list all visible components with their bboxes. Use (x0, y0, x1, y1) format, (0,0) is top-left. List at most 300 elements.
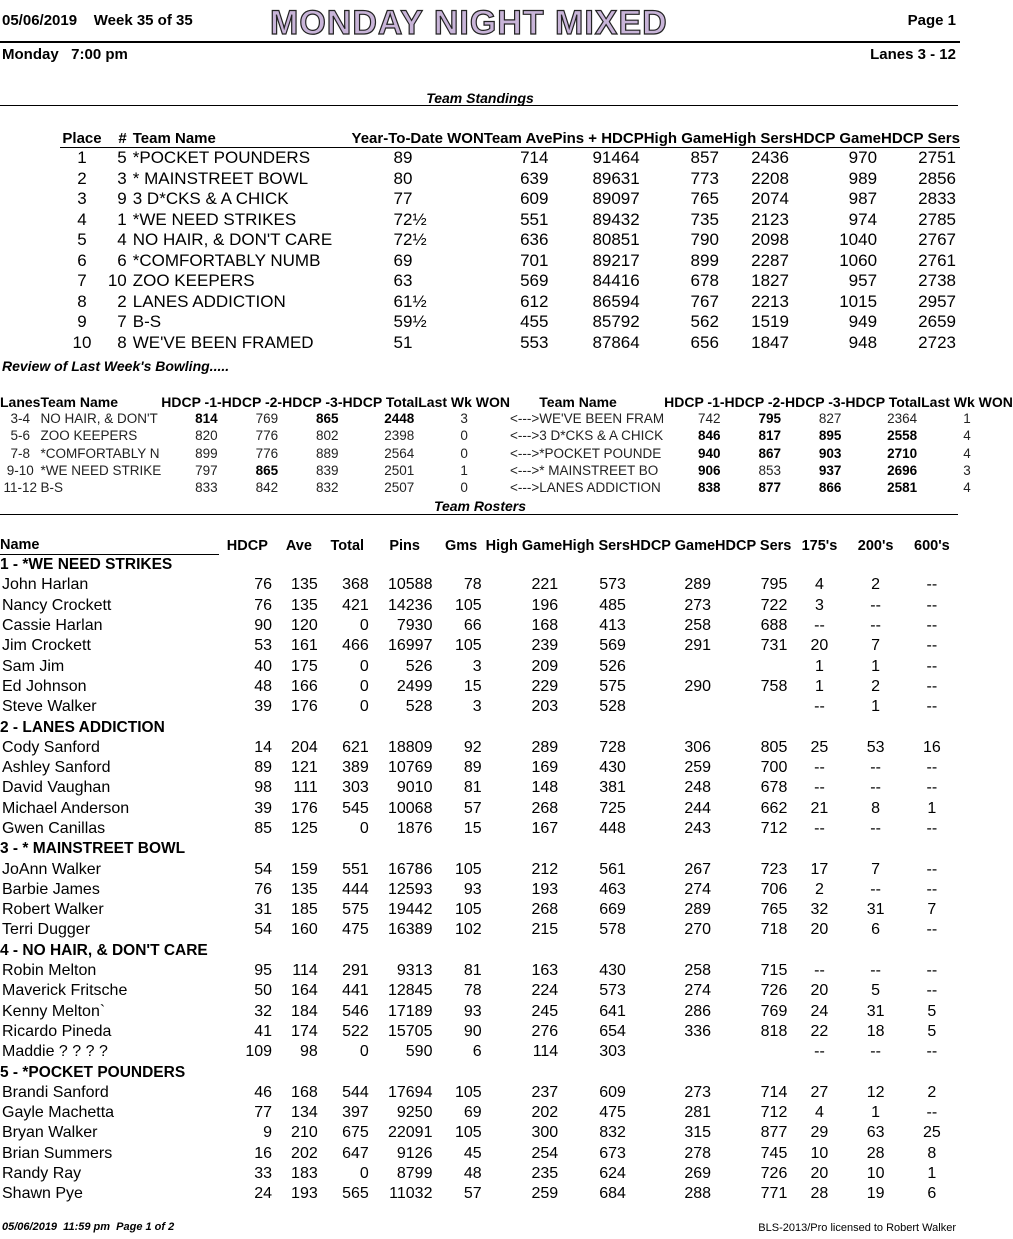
player-stat: 175 (291, 657, 318, 675)
player-stat: 185 (291, 901, 318, 919)
game-score: 2558 (887, 428, 918, 444)
player-stat: 273 (684, 1083, 712, 1101)
player-stat: 19 (866, 1185, 885, 1203)
lane-pair: 7-8 (10, 445, 30, 461)
player-row (0, 596, 960, 616)
standings-cell: 7 (77, 271, 87, 291)
player-stat: 565 (342, 1185, 369, 1203)
player-stat: 463 (599, 880, 626, 898)
player-stat: 221 (531, 576, 559, 594)
game-score: 853 (758, 463, 781, 479)
review-row (0, 462, 1013, 479)
standings-cell: 84416 (592, 271, 640, 291)
standings-row (60, 148, 960, 169)
player-stat: -- (926, 921, 938, 939)
team-name: ZOO KEEPERS (40, 428, 138, 444)
player-stat: 125 (291, 820, 318, 837)
standings-cell: 970 (848, 148, 878, 168)
player-name: Ashley Sanford (2, 759, 111, 777)
standings-cell: 957 (848, 271, 878, 291)
player-stat: 204 (291, 738, 318, 756)
player-stat: 1 (927, 799, 937, 817)
player-stat: 5 (871, 982, 881, 1000)
player-stat: 561 (599, 860, 626, 878)
player-stat: 114 (532, 1043, 559, 1061)
player-stat: 10588 (387, 576, 433, 594)
standings-header-cell: Pins + HDCP (552, 111, 643, 148)
standings-cell: 1847 (751, 332, 789, 352)
player-name: Robert Walker (2, 901, 104, 919)
player-stat: 212 (531, 860, 559, 878)
team-name: WE'VE BEEN FRAM (539, 411, 665, 427)
player-stat: 286 (684, 1002, 712, 1020)
player-stat: 14 (254, 738, 273, 756)
player-stat: 725 (599, 799, 626, 817)
player-stat: 90 (254, 617, 273, 635)
player-stat: -- (870, 820, 881, 837)
game-score: 866 (818, 480, 842, 496)
player-stat: 276 (531, 1022, 559, 1040)
player-stat: 528 (405, 698, 433, 716)
player-stat: 1 (814, 657, 824, 675)
player-stat: 528 (599, 698, 626, 716)
player-stat: 728 (599, 738, 626, 756)
player-stat: -- (870, 596, 881, 614)
player-stat: 647 (342, 1144, 369, 1162)
player-stat: 92 (463, 738, 482, 756)
player-name: Gwen Canillas (2, 820, 106, 837)
player-row (0, 1083, 960, 1103)
player-stat: 3 (472, 698, 482, 716)
player-stat: 215 (531, 921, 559, 939)
won-count: 0 (460, 480, 468, 496)
player-stat: 193 (531, 880, 559, 898)
won-count: 1 (460, 463, 468, 479)
player-stat: 32 (254, 1002, 273, 1020)
standings-header-cell: Place (60, 111, 104, 148)
standings-cell: 2738 (918, 271, 956, 291)
standings-cell: 86594 (592, 291, 640, 311)
team-name: *POCKET POUNDE (539, 445, 662, 461)
player-stat: 159 (291, 860, 318, 878)
team-name: * MAINSTREET BO (539, 463, 659, 479)
player-stat: 430 (599, 962, 626, 980)
player-stat: 20 (810, 982, 829, 1000)
player-stat: 54 (254, 860, 273, 878)
game-score: 833 (195, 480, 218, 496)
player-stat: 22091 (387, 1124, 433, 1142)
review-header-cell (510, 376, 539, 410)
player-stat: 16997 (387, 637, 433, 655)
day-time: Monday 7:00 pm (2, 46, 128, 63)
player-stat: 269 (684, 1165, 712, 1183)
player-stat: -- (814, 1043, 825, 1061)
player-name: Kenny Melton` (2, 1002, 106, 1020)
standings-cell: 455 (520, 312, 549, 332)
standings-header-cell: High Sers (723, 111, 793, 148)
standings-cell: 2 (117, 291, 127, 311)
player-stat: 8 (927, 1144, 937, 1162)
won-count: 0 (460, 445, 468, 461)
review-header-cell: HDCP -3- (282, 394, 343, 410)
player-stat: 641 (599, 1002, 626, 1020)
player-row (0, 1002, 960, 1022)
player-stat: 237 (531, 1083, 559, 1101)
player-stat: 303 (599, 1043, 626, 1061)
player-row (0, 636, 960, 656)
game-score: 2581 (887, 480, 918, 496)
player-stat: 609 (599, 1083, 626, 1101)
player-row (0, 961, 960, 981)
player-stat: 245 (531, 1002, 559, 1020)
player-row (0, 1022, 960, 1042)
game-score: 2501 (384, 463, 415, 479)
player-stat: 1876 (396, 820, 433, 837)
player-stat: 174 (291, 1022, 318, 1040)
game-score: 906 (698, 463, 721, 479)
player-stat: -- (926, 1043, 938, 1061)
player-name: Gayle Machetta (2, 1104, 115, 1122)
player-stat: 475 (599, 1104, 626, 1122)
player-stat: 673 (599, 1144, 626, 1162)
player-name: JoAnn Walker (2, 860, 101, 878)
player-stat (630, 697, 715, 717)
player-stat (715, 1042, 791, 1062)
standings-cell: 4 (117, 230, 127, 250)
player-stat: -- (926, 779, 938, 797)
player-stat: 2 (871, 576, 881, 594)
player-row (0, 1184, 960, 1204)
player-stat: 430 (599, 759, 626, 777)
versus-arrow: <---> (510, 480, 540, 496)
versus-arrow: <---> (510, 445, 540, 461)
player-stat: 111 (293, 779, 318, 797)
team-heading: 2 - LANES ADDICTION (0, 718, 165, 736)
standings-row (60, 312, 960, 333)
standings-cell: 6 (77, 250, 87, 270)
lane-pair: 3-4 (10, 411, 30, 427)
player-row (0, 1123, 960, 1143)
player-name: Steve Walker (2, 698, 97, 716)
player-stat: 573 (599, 982, 626, 1000)
player-stat: 270 (684, 921, 712, 939)
player-stat: 89 (463, 759, 482, 777)
player-stat: 718 (760, 921, 788, 939)
player-stat: 444 (342, 880, 369, 898)
game-score: 2364 (887, 411, 918, 427)
player-stat: 3 (814, 596, 824, 614)
game-score: 839 (315, 463, 339, 479)
standings-cell: 10 (72, 332, 92, 352)
won-count: 4 (963, 428, 971, 444)
game-score: 899 (195, 445, 218, 461)
player-stat: 381 (599, 779, 626, 797)
player-stat: 243 (684, 820, 712, 837)
player-stat: -- (814, 617, 825, 635)
standings-cell: 612 (520, 291, 549, 311)
player-row (0, 900, 960, 920)
game-score: 895 (818, 428, 842, 444)
player-stat: -- (870, 962, 881, 980)
standings-cell: 2957 (918, 291, 956, 311)
player-stat: 114 (292, 962, 318, 980)
standings-cell: 1827 (751, 271, 789, 291)
player-row (0, 575, 960, 595)
player-stat: 53 (866, 738, 885, 756)
player-stat: 135 (291, 880, 318, 898)
player-stat: 662 (760, 799, 788, 817)
standings-cell: 609 (520, 189, 549, 209)
player-stat: 166 (291, 677, 318, 695)
player-stat: 196 (531, 596, 559, 614)
standings-cell: 857 (690, 148, 719, 168)
team-heading-row (0, 941, 960, 961)
player-stat: 303 (342, 779, 369, 797)
team-name: * MAINSTREET BOWL (132, 168, 309, 188)
roster-header-cell: Name (0, 520, 219, 555)
player-stat: 1 (927, 1165, 937, 1183)
standings-cell: 636 (520, 230, 549, 250)
player-stat: 700 (760, 759, 788, 777)
standings-cell: 2833 (918, 189, 956, 209)
player-stat: -- (870, 880, 881, 898)
team-name: *POCKET POUNDERS (132, 148, 311, 168)
standings-cell: 2723 (918, 332, 956, 352)
player-stat: 723 (760, 860, 788, 878)
game-score: 877 (758, 480, 781, 496)
player-row (0, 738, 960, 758)
game-score: 769 (255, 411, 279, 427)
player-stat: 590 (405, 1043, 433, 1061)
player-stat: 254 (531, 1144, 559, 1162)
player-stat: -- (926, 698, 938, 716)
standings-cell: 63 (393, 271, 413, 291)
standings-cell: 1060 (839, 250, 878, 270)
player-stat: 288 (684, 1185, 712, 1203)
standings-cell: 899 (690, 250, 719, 270)
player-stat: 389 (342, 759, 369, 777)
player-stat: 134 (291, 1104, 318, 1122)
review-table (0, 376, 1013, 496)
roster-header-cell: HDCP Game (629, 537, 716, 554)
player-stat: 24 (810, 1002, 829, 1020)
player-stat: 413 (599, 617, 626, 635)
won-count: 1 (963, 411, 971, 427)
standings-cell: 553 (520, 332, 549, 352)
standings-cell: 1 (117, 209, 127, 229)
player-stat: 14236 (387, 596, 433, 614)
standings-cell: 2213 (751, 291, 789, 311)
player-name: Ed Johnson (2, 677, 87, 695)
player-stat: 53 (254, 637, 273, 655)
standings-cell: 569 (520, 271, 549, 291)
player-stat: 10 (866, 1165, 885, 1183)
team-heading-row (0, 717, 960, 737)
roster-header-cell: HDCP (226, 537, 268, 554)
player-stat: 193 (291, 1185, 318, 1203)
standings-cell: 2287 (751, 250, 789, 270)
standings-cell: 5 (117, 148, 127, 168)
player-row (0, 758, 960, 778)
player-stat: 31 (866, 901, 885, 919)
player-stat: 7930 (396, 617, 433, 635)
player-stat: 2 (814, 880, 824, 898)
standings-cell: 767 (690, 291, 719, 311)
game-score: 820 (195, 428, 218, 444)
standings-cell: 974 (848, 209, 878, 229)
player-stat: 105 (454, 596, 482, 614)
player-name: Ricardo Pineda (2, 1022, 112, 1040)
standings-cell: 3 (77, 189, 87, 209)
player-stat: 29 (810, 1124, 829, 1142)
game-score: 776 (255, 445, 279, 461)
player-stat: 726 (760, 982, 788, 1000)
player-stat: 202 (291, 1144, 318, 1162)
player-row (0, 799, 960, 819)
review-row (0, 427, 1013, 444)
player-row (0, 920, 960, 940)
game-score: 2507 (384, 480, 415, 496)
player-stat: 229 (531, 677, 559, 695)
player-stat: 274 (684, 880, 712, 898)
player-stat: 300 (531, 1124, 559, 1142)
won-count: 4 (963, 480, 971, 496)
player-stat: 0 (359, 617, 369, 635)
player-stat: 259 (684, 759, 712, 777)
player-stat: 281 (684, 1104, 712, 1122)
standings-cell: 89631 (592, 168, 640, 188)
game-score: 776 (255, 428, 279, 444)
player-stat: 654 (599, 1022, 626, 1040)
player-stat: -- (926, 880, 938, 898)
player-stat: 54 (254, 921, 273, 939)
player-stat: 24 (254, 1185, 273, 1203)
player-stat: 76 (254, 596, 273, 614)
player-stat: 176 (291, 799, 318, 817)
won-count: 4 (963, 445, 971, 461)
standings-header-cell: # (104, 111, 127, 148)
player-stat: 9 (263, 1124, 273, 1142)
player-stat: 50 (254, 982, 273, 1000)
player-stat: 89 (254, 759, 273, 777)
standings-row (60, 333, 960, 354)
player-stat: 32 (810, 901, 829, 919)
standings-cell: 80 (393, 168, 413, 188)
standings-cell: 2123 (751, 209, 789, 229)
player-stat: 57 (463, 1185, 482, 1203)
player-stat: 135 (291, 596, 318, 614)
player-stat: 268 (531, 799, 559, 817)
standings-cell: 91464 (592, 148, 640, 168)
standings-cell: 87864 (592, 332, 640, 352)
standings-cell: 1040 (839, 230, 878, 250)
roster-header-cell: 175's (801, 537, 838, 554)
roster-header-cell: Pins (389, 537, 420, 554)
standings-cell: 2751 (918, 148, 956, 168)
player-stat: 290 (684, 677, 712, 695)
footer-license: BLS-2013/Pro licensed to Robert Walker (758, 1222, 956, 1234)
player-stat: 77 (254, 1104, 273, 1122)
lane-pair: 9-10 (6, 463, 34, 479)
player-row (0, 1164, 960, 1184)
player-name: Cody Sanford (2, 738, 100, 756)
player-stat: 678 (760, 779, 788, 797)
game-score: 865 (315, 411, 339, 427)
player-stat: -- (870, 759, 881, 777)
player-stat: 78 (463, 982, 482, 1000)
player-stat: 278 (684, 1144, 712, 1162)
player-stat: 105 (454, 637, 482, 655)
game-score: 940 (698, 445, 721, 461)
player-stat: 7 (871, 637, 881, 655)
player-stat: 148 (531, 779, 559, 797)
standings-cell: 701 (520, 250, 549, 270)
standings-cell: 89097 (592, 189, 640, 209)
player-stat: 18809 (387, 738, 433, 756)
player-stat: 274 (684, 982, 712, 1000)
player-stat: -- (926, 657, 938, 675)
player-stat: 2499 (396, 677, 433, 695)
player-stat: 291 (342, 962, 369, 980)
player-stat: 9126 (396, 1144, 433, 1162)
player-stat: 66 (463, 617, 482, 635)
player-name: Nancy Crockett (2, 596, 112, 614)
review-row (0, 410, 1013, 427)
player-name: David Vaughan (2, 779, 111, 797)
player-stat: 397 (342, 1104, 369, 1122)
review-header-cell: HDCP Total (845, 394, 922, 410)
standings-cell: 80851 (592, 230, 640, 250)
player-stat: 544 (342, 1083, 369, 1101)
player-stat: 209 (531, 657, 559, 675)
player-stat: 421 (342, 596, 369, 614)
player-row (0, 677, 960, 697)
player-row (0, 1103, 960, 1123)
roster-header-cell: Gms (444, 537, 478, 554)
player-stat: 15705 (387, 1022, 433, 1040)
player-name: Randy Ray (2, 1165, 82, 1183)
standings-cell: 987 (848, 189, 878, 209)
player-stat: 105 (454, 1124, 482, 1142)
standings-cell: 790 (690, 230, 719, 250)
player-stat: -- (926, 860, 938, 878)
player-stat: 9313 (396, 962, 433, 980)
player-stat: 121 (291, 759, 318, 777)
player-stat: 48 (463, 1165, 482, 1183)
standings-cell: 89432 (592, 209, 640, 229)
review-header-cell: HDCP Total (342, 394, 419, 410)
player-stat: 28 (866, 1144, 885, 1162)
player-stat: 624 (599, 1165, 626, 1183)
player-stat: -- (926, 1104, 938, 1122)
player-stat: -- (870, 617, 881, 635)
standings-cell: 773 (690, 168, 719, 188)
standings-cell: 4 (77, 209, 87, 229)
player-stat: 769 (760, 1002, 788, 1020)
review-header-cell: Last Wk WON (418, 394, 511, 410)
standings-cell: 51 (393, 332, 413, 352)
versus-arrow: <---> (510, 428, 540, 444)
player-stat: 0 (359, 1043, 369, 1061)
won-count: 3 (963, 463, 971, 479)
game-score: 846 (698, 428, 721, 444)
player-stat: -- (926, 982, 938, 1000)
player-stat: 176 (291, 698, 318, 716)
player-stat: 48 (254, 677, 273, 695)
standings-cell: 8 (77, 291, 87, 311)
player-stat: 289 (684, 901, 712, 919)
page-number: Page 1 (907, 12, 956, 29)
